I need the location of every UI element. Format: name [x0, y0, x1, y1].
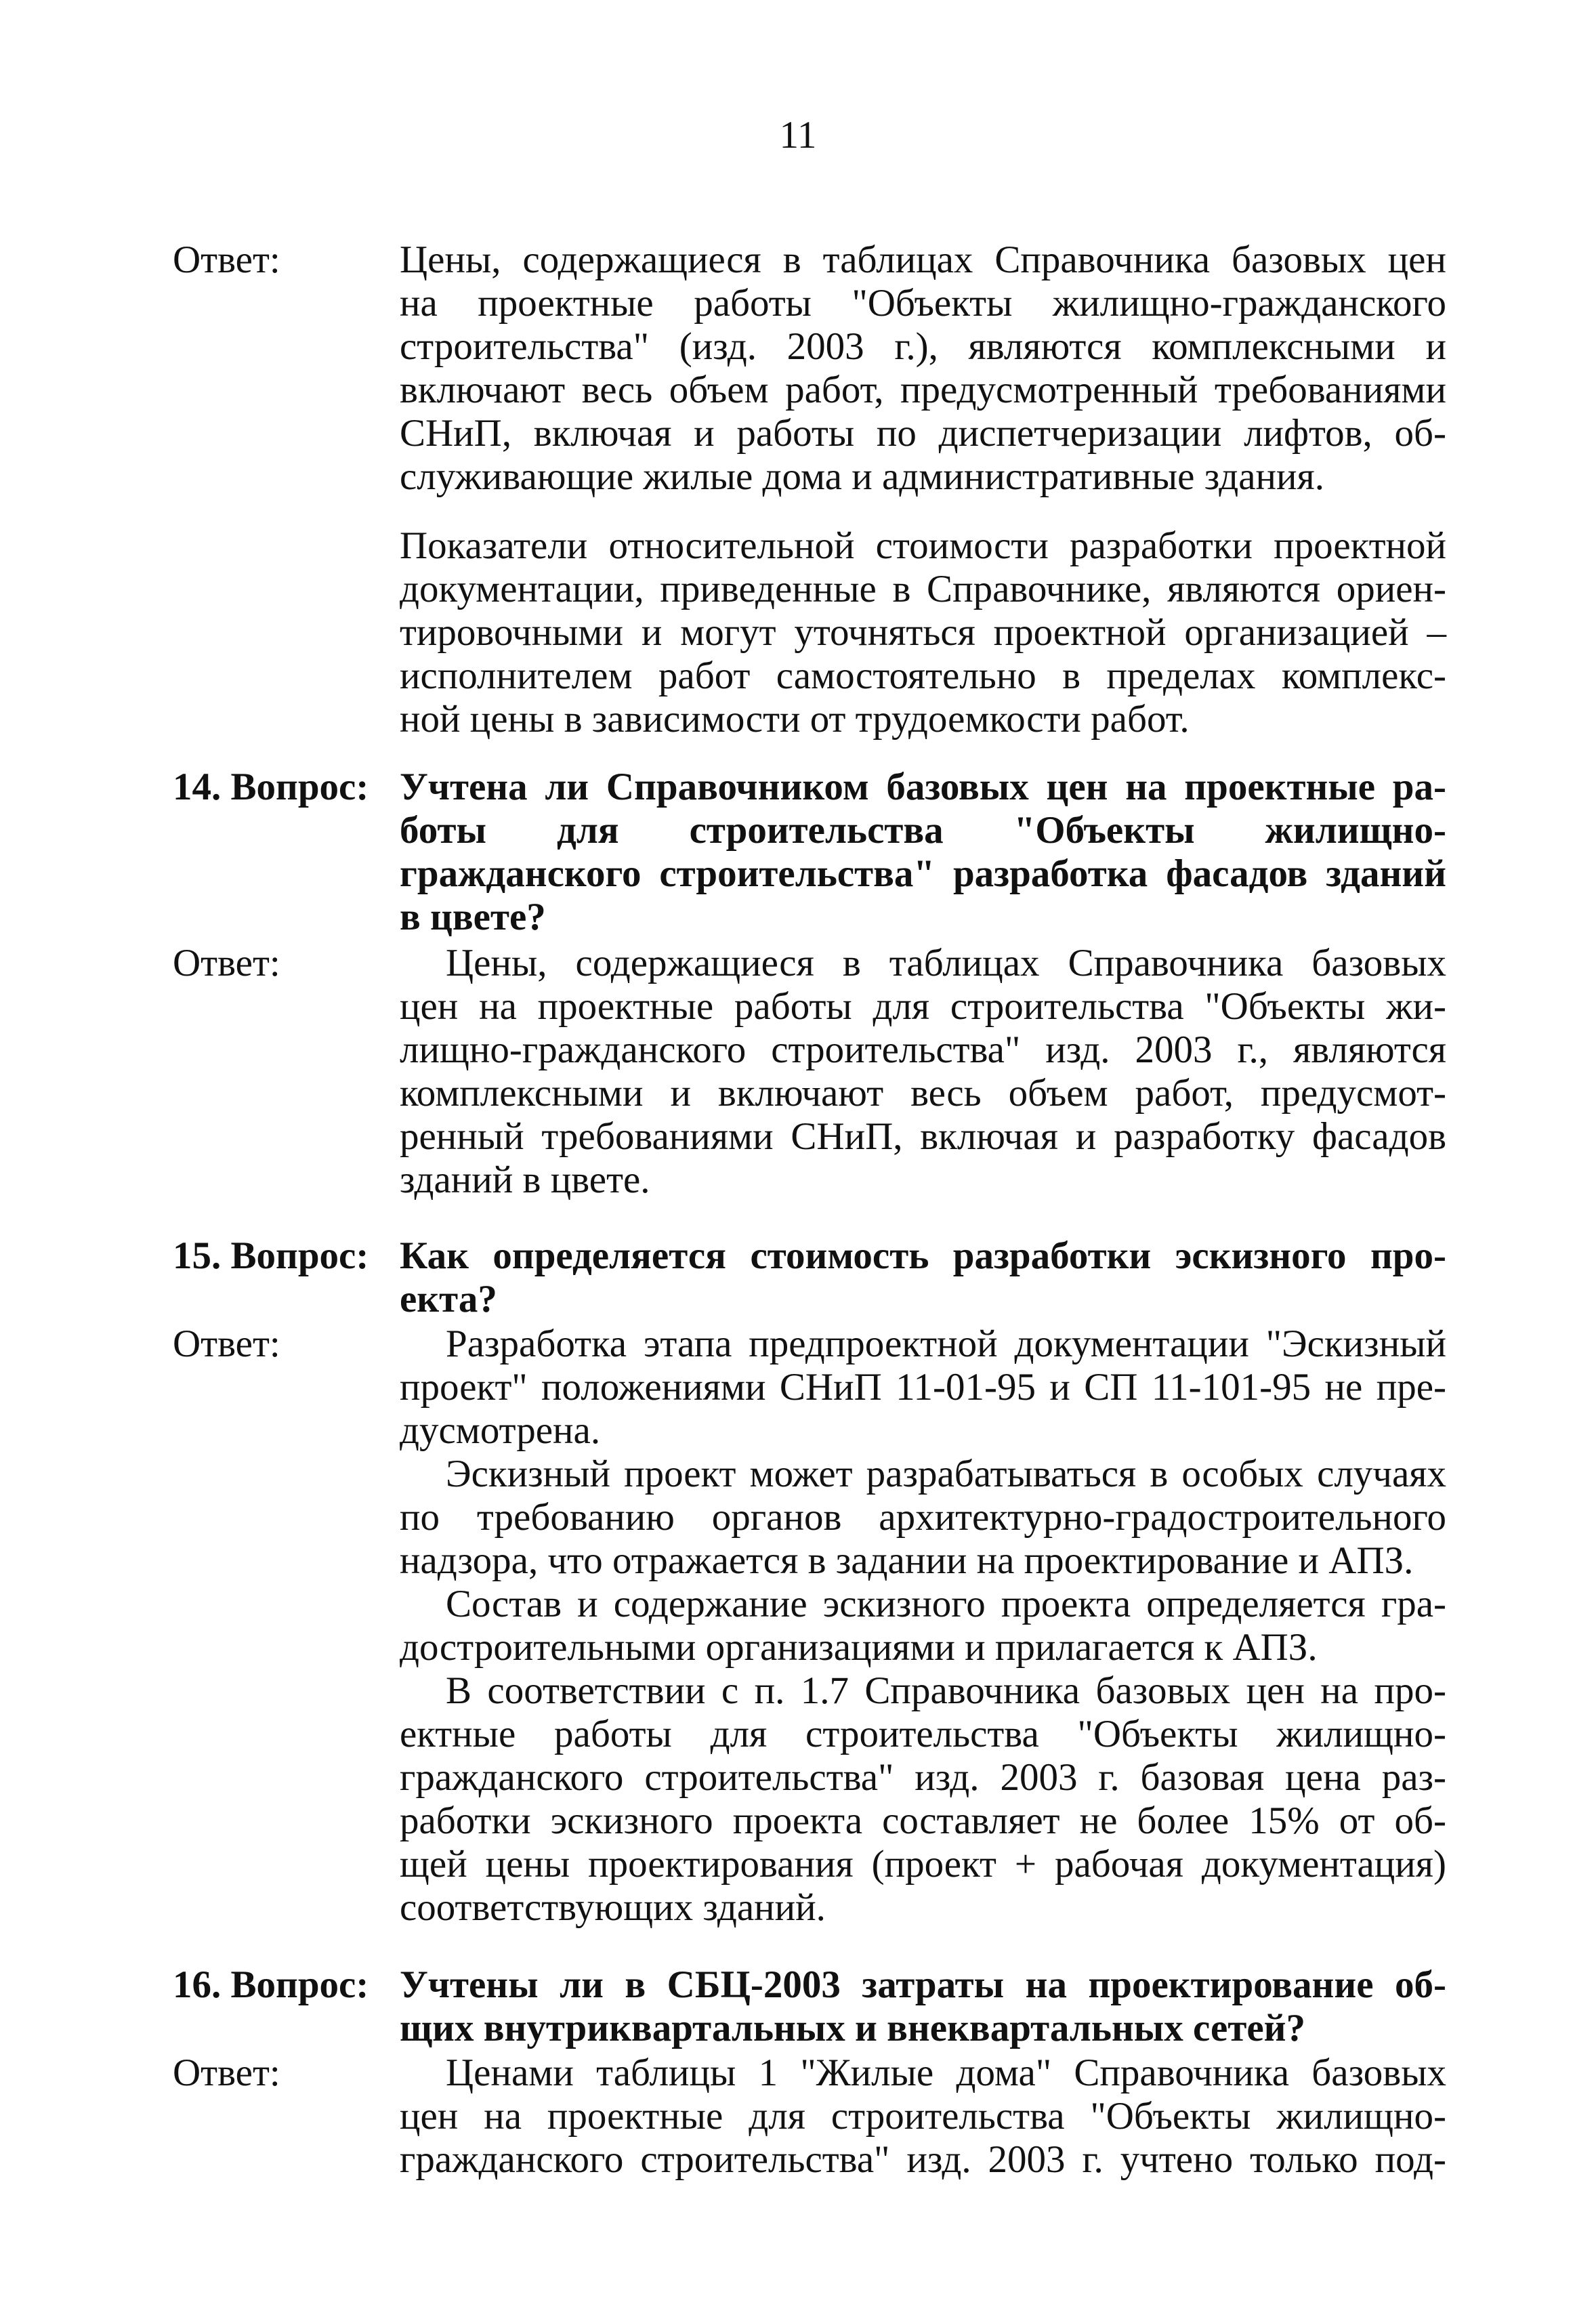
question-16-text-end: щих внутриквартальных и внеквартальных сетей?: [400, 2007, 1305, 2049]
answer-15-paragraph-1: Разработка этапа предпроектной документации "Эскизный проект" положениями СНиП 11-01-95 и СП 11-101-95 не пре-: [400, 1322, 1446, 1409]
question-14-text: Учтена ли Справочником базовых цен на проектные ра- боты для строительства "Объекты жилищно- гражданского строительства" разработка фасадов зданий: [400, 766, 1446, 895]
answer-15-paragraph-4-end: соответствующих зданий.: [400, 1886, 826, 1929]
answer-15-paragraph-1-end: дусмотрена.: [400, 1409, 601, 1452]
answer-16-block: [173, 2051, 1446, 2182]
answer-14-text: Цены, содержащиеся в таблицах Справочника базовых цен на проектные работы для строительства "Объекты жи- лищно-гражданского строительства" изд. 2003 г., являются комплексными и включают весь объем работ, предусмот- ренный требованиями СНиП, включая и разработку фасадов: [400, 942, 1446, 1158]
question-15-block: [173, 1234, 1446, 1321]
answer-16-text-end: гражданского строительства" изд. 2003 г. учтено только под-: [400, 2138, 1446, 2181]
question-16-text: Учтены ли в СБЦ-2003 затраты на проектирование об-: [400, 1963, 1446, 2006]
question-14-block: [173, 766, 1446, 939]
question-16-block: [173, 1963, 1446, 2050]
question-15-label: 15. Вопрос:: [173, 1234, 369, 1277]
answer-15-paragraph-2-end: надзора, что отражается в задании на проектирование и АПЗ.: [400, 1539, 1414, 1582]
answer-15-paragraph-3: Состав и содержание эскизного проекта определяется гра-: [446, 1583, 1446, 1625]
question-15-text-end: екта?: [400, 1278, 497, 1320]
answer-14-block: [173, 942, 1446, 1202]
answer-13-paragraph-1-end: служивающие жилые дома и административные здания.: [400, 455, 1324, 498]
question-14-label: 14. Вопрос:: [173, 766, 369, 808]
answer-14-text-end: зданий в цвете.: [400, 1159, 650, 1201]
question-15-text: Как определяется стоимость разработки эскизного про-: [400, 1234, 1446, 1277]
answer-label: Ответ:: [173, 2051, 280, 2094]
answer-15-paragraph-4: В соответствии с п. 1.7 Справочника базовых цен на про- ектные работы для строительства "Объекты жилищно- гражданского строительства" изд. 2003 г. базовая цена раз- работки эскизного проекта составляет не более 15% от об- щей цены проектирования (проект + рабочая документация): [400, 1669, 1446, 1885]
answer-label: Ответ:: [173, 1322, 280, 1365]
answer-label: Ответ:: [173, 238, 280, 281]
page-number: 11: [779, 114, 817, 157]
answer-15-paragraph-2: Эскизный проект может разрабатываться в особых случаях по требованию органов архитектурно-градостроительного: [400, 1453, 1446, 1539]
answer-13-paragraph-1: Цены, содержащиеся в таблицах Справочника базовых цен на проектные работы "Объекты жилищно-гражданского строительства" (изд. 2003 г.), являются комплексными и включают весь объем работ, предусмотренный требованиями СНиП, включая и работы по диспетчеризации лифтов, об-: [400, 238, 1446, 455]
question-14-text-end: в цвете?: [400, 896, 546, 938]
answer-13-paragraph-2-end: ной цены в зависимости от трудоемкости работ.: [400, 698, 1190, 741]
answer-13-block: [173, 238, 1446, 741]
answer-16-text: Ценами таблицы 1 "Жилые дома" Справочника базовых цен на проектные для строительства "Объекты жилищно-: [400, 2051, 1446, 2138]
question-16-label: 16. Вопрос:: [173, 1963, 369, 2006]
answer-15-block: [173, 1322, 1446, 1930]
answer-13-paragraph-2: Показатели относительной стоимости разработки проектной документации, приведенные в Справочнике, являются ориен- тировочными и могут уточняться проектной организацией – исполнителем работ самостоятельно в пределах комплекс-: [400, 524, 1446, 697]
answer-15-paragraph-3-end: достроительными организациями и прилагается к АПЗ.: [400, 1626, 1318, 1669]
answer-label: Ответ:: [173, 942, 280, 984]
